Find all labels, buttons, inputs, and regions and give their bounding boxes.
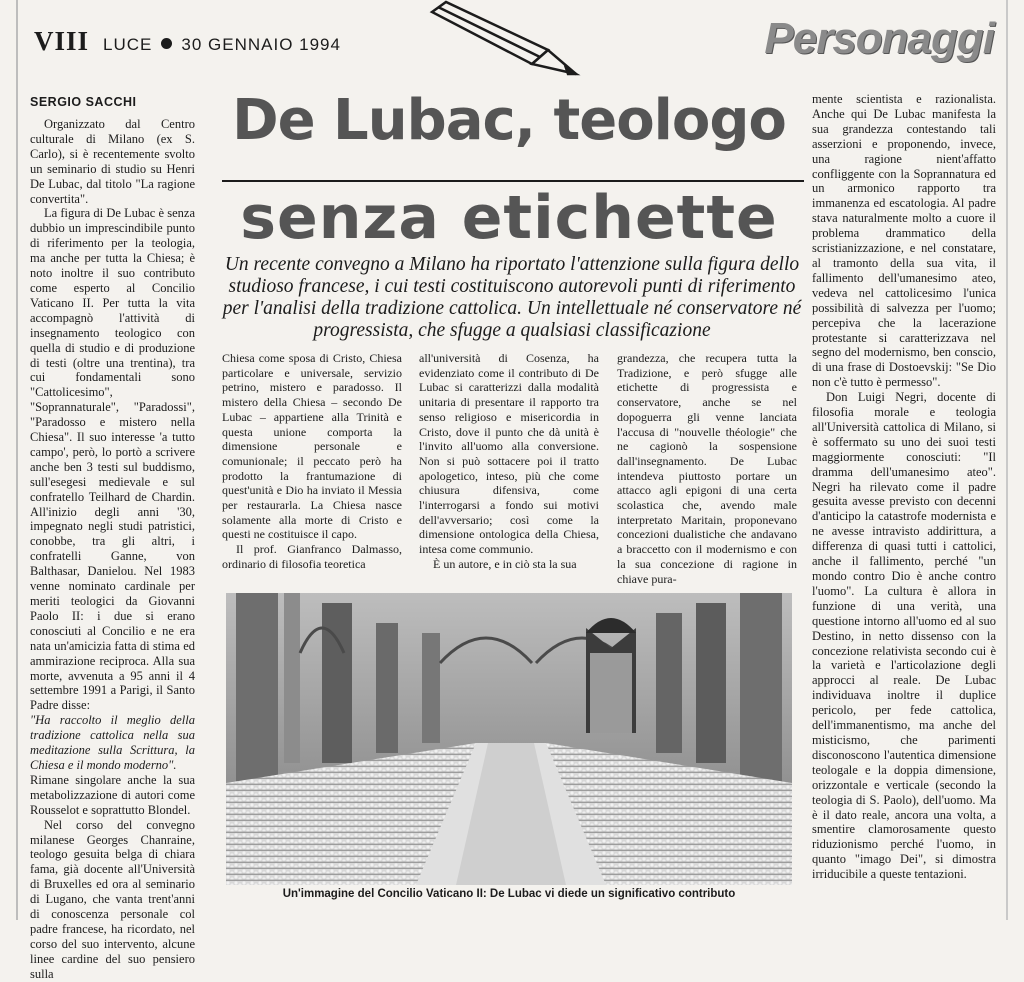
photo-illustration (226, 593, 792, 885)
quote: "Ha raccolto il meglio della tradizione cattolica nella sua meditazione sulla Scrittura, la Chiesa e il mondo moderno". (30, 713, 195, 772)
paragraph: Don Luigi Negri, docente di filosofia morale e teologia all'Università cattolica di Milano, si è soffermato su uno dei suoi testi maggiormente conosciuti: "Il dramma dell'umanesimo ateo". Negri ha rilevato come il padre gesuita avesse previsto con decenni d'anticipo la catastrofe modernista e ne avesse intravisto addirittura, a differenza di quasi tutti i cattolici, anche il fallimento, perché "un mondo contro Dio è anche contro l'uomo". La cultura è allora in funzione di una verità, una questione intorno all'uomo ed al suo Destino, in netto dissenso con la concezione relativista secondo cui è la varietà e l'articolazione degli approcci al reale. De Lubac individuava inoltre il duplice pericolo, per fede cattolica, dell'immanentismo, ma anche del misticismo, che parimenti disconoscono l'autentica dimensione teologale e la doppia dimensione, orizzontale e verticale (secondo la teologia di S. Paolo), dell'uomo. Ma è il dato reale, ancora una volta, a smentire clamorosamente questo riduzionismo perché l'uomo, in quanto "imago Dei", si dimostra irriducibile a queste tentazioni. (812, 390, 996, 882)
middle-column-2 (419, 351, 599, 586)
left-column (30, 117, 195, 981)
page-edge-right (1006, 0, 1008, 920)
paragraph: Il prof. Gianfranco Dalmasso, ordinario di filosofia teoretica (222, 542, 402, 571)
page-edge-left (16, 0, 18, 920)
council-photo (226, 593, 792, 885)
middle-column-3 (617, 351, 797, 586)
middle-column-1 (222, 351, 402, 586)
paragraph: La figura di De Lubac è senza dubbio un imprescindibile punto di riferimento per la teologia, ma anche per tutta la Chiesa; è noto inoltre il suo contributo come esperto al Concilio Vaticano II. Per tutta la vita accompagnò l'attività di insegnamento teologico con quella di studio e di produzione di testi (oltre una trentina), tra cui fondamentali sono "Cattolicesimo", "Soprannaturale", "Paradossi", "Paradosso e mistero nella Chiesa". Il suo interesse 'a tutto campo', però, lo portò a scrivere anche ben 3 testi sul buddismo, sull'esegesi medievale e sul confratello Teilhard de Chardin. All'inizio degli anni '30, impegnato negli studi patristici, conobbe, tra gli altri, i confratelli Ganne, von Balthasar, Danielou. Nel 1983 venne nominato cardinale per meriti teologici da Giovanni Paolo II: i due si erano conosciuti al Concilio e ne era nata un'amicizia fatta di stima ed ammirazione reciproca. Alla sua morte, avvenuta a 95 anni il 4 settembre 1991 a Parigi, il Santo Padre disse: (30, 206, 195, 713)
paragraph: mente scientista e razionalista. Anche qui De Lubac manifesta la sua grandezza contestando tali asserzioni e proponendo, invece, una ragione nient'affatto confliggente con la Soprannatura ed un armonico rapporto tra immanenza ed escatologia. Al padre stava naturalmente molto a cuore il problema drammatico della scristianizzazione, e nel constatare, al tramonto della sua vita, il fallimento dell'umanesimo ateo, vedeva nel cattolicesimo l'unica possibilità di salvezza per l'uomo; percepiva che la lacerazione protestante si caratterizzava nel segno del modernismo, ben conscio, di una frase di Dostoevskij: "Se Dio non c'è tutto è permesso". (812, 92, 996, 390)
subheadline: Un recente convegno a Milano ha riportato l'attenzione sulla figura dello studioso francese, i cui testi costituiscono autorevoli punti di riferimento per l'analisi della tradizione cattolica. Un intellettuale né conservatore né progressista, che sfugge a qualsiasi classificazione (222, 254, 802, 341)
masthead (34, 26, 341, 62)
paragraph: Rimane singolare anche la sua metabolizzazione di autori come Rousselot e soprattutto Blondel. (30, 772, 195, 817)
paragraph: Chiesa come sposa di Cristo, Chiesa particolare e universale, servizio petrino, mistero e paradosso. Il mistero della Chiesa – secondo De Lubac – appartiene alla Trinità e questa unione comporta la dimensione personale e comunionale; il peccato però ha prodotto la frantumazione di quest'unità e Dio ha inviato il Messia per restaurarla. La Chiesa nasce solamente alla morte di Cristo e questi ne costituisce il capo. (222, 351, 402, 542)
issue-date: 30 GENNAIO 1994 (181, 35, 341, 54)
byline: SERGIO SACCHI (30, 95, 137, 109)
paper-name: LUCE (103, 35, 153, 54)
paragraph: È un autore, e in ciò sta la sua (433, 556, 577, 571)
headline-line-2: senza etichette (240, 183, 778, 253)
photo-caption: Un'immagine del Concilio Vaticano II: De Lubac vi diede un significativo contributo (282, 888, 736, 900)
page-number: VIII (34, 26, 90, 56)
paragraph: Organizzato dal Centro culturale di Milano (ex S. Carlo), si è recentemente svolto un seminario di studio su Henri De Lubac, dal titolo "La ragione convertita". (30, 117, 195, 206)
right-column (812, 92, 996, 904)
paragraph: Nel corso del convegno milanese Georges Chanraine, teologo gesuita belga di chiara fama, già docente all'Università di Bruxelles ed ora al seminario di Lugano, che vanta trent'anni di conoscenza personale col padre francese, ha ricordato, nel corso del suo intervento, alcune linee cardine del suo pensiero sulla (30, 817, 195, 981)
paragraph: grandezza, che recupera tutta la Tradizione, e però sfugge alle etichette di progressista e conservatore, anche se nel dopoguerra gli venne lanciata l'accusa di "nouvelle théologie" che ne cagionò la sospensione dall'insegnamento. De Lubac intendeva piuttosto portare un attacco agli epigoni di una certa scolastica che, avendo male interpretato Maritain, proponevano concezioni dualistiche che andavano a braccetto con il modernismo e con la sua concezione di ragione in chiave pura- (617, 351, 797, 586)
dot-icon (161, 38, 172, 49)
section-title: Personaggi (764, 14, 994, 63)
pencil-icon (428, 0, 580, 78)
paragraph: all'università di Cosenza, ha evidenziato come il contributo di De Lubac si caratterizzi dalla modalità unitaria di presentare il rapporto tra senso religioso e misericordia in Cristo, dove il punto che dà unità è l'invito all'uomo alla conversione. Non si può sottacere poi il tratto apologetico, inteso, più che come chiusura difensiva, come l'interrogarsi a fondo sui motivi dell'avversario; così come la dimensione ontologica della Chiesa, intesa come communio. (419, 351, 599, 557)
headline-line-1: De Lubac, teologo (232, 88, 786, 153)
